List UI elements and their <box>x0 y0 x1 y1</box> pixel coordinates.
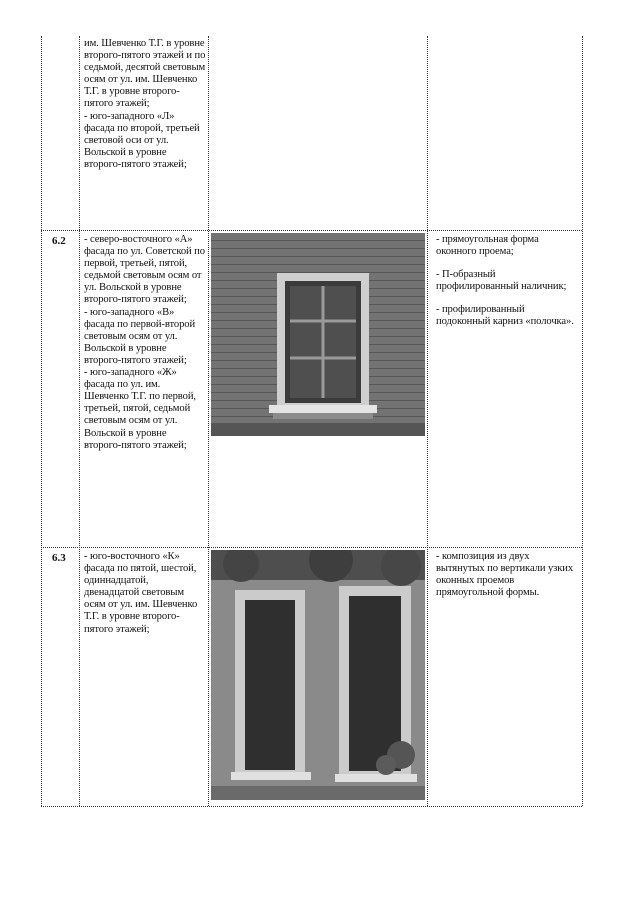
table-row-divider-1 <box>41 230 582 231</box>
table-divider-1 <box>79 36 80 806</box>
table-border-left <box>41 36 42 806</box>
table-row-divider-2 <box>41 547 582 548</box>
row-features <box>436 551 576 610</box>
window-photo-6-3 <box>211 550 425 800</box>
row-number: 6.2 <box>52 235 66 247</box>
feature-item: - П-образный профилированный наличник; <box>436 269 567 293</box>
feature-item: - прямоугольная форма оконного проема; <box>436 234 539 258</box>
row-features <box>436 234 576 340</box>
row-top-location: им. Шевченко Т.Г. в уровне второго-пятого этажей и по седьмой, десятой световым осям от ул. им. Шевченко Т.Г. в уровне второго-пятого этажей; - юго-западного «Л» фасада по второй, третьей световой оси от ул. Вольской в уровне второго-пятого этажей; <box>84 38 206 170</box>
feature-item: - профилированный подоконный карниз «полочка». <box>436 304 574 328</box>
table-border-bottom <box>41 806 582 807</box>
table-border-right <box>582 36 583 806</box>
row-number: 6.3 <box>52 552 66 564</box>
row-location: - северо-восточного «А» фасада по ул. Советской по первой, третьей, пятой, седьмой световым осям от ул. Вольской в уровне второго-пятого этажей; - юго-западного «В» фасада по первой-второй световым осям от ул. Вольской в уровне второго-пятого этажей; - юго-западного «Ж» фасада по ул. им. Шевченко Т.Г. по первой, третьей, пятой, седьмой световым осям от ул. Вольской в уровне второго-пятого этажей; <box>84 234 205 451</box>
row-location: - юго-восточного «К» фасада по пятой, шестой, одиннадцатой, двенадцатой световым осям от ул. им. Шевченко Т.Г. в уровне второго-пятого этажей; <box>84 551 198 635</box>
table-divider-2 <box>208 36 209 806</box>
window-photo-6-2 <box>211 233 425 436</box>
feature-item: - композиция из двух вытянутых по вертикали узких оконных проемов прямоугольной формы. <box>436 551 574 599</box>
table-divider-3 <box>427 36 428 806</box>
